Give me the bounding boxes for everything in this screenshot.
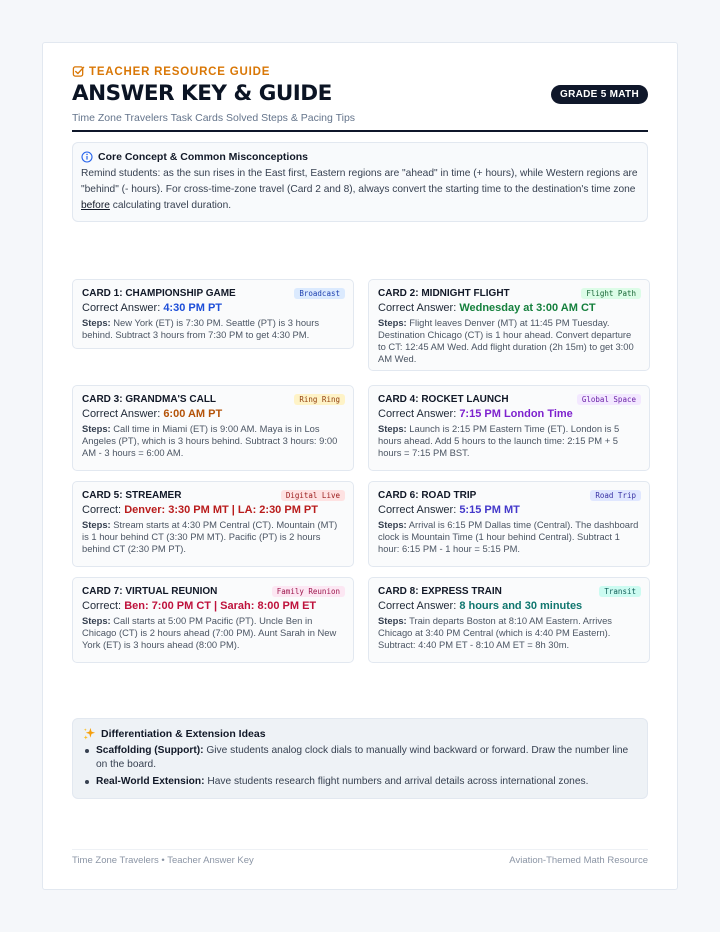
footer-divider <box>72 849 648 850</box>
steps-text: Train departs Boston at 8:10 AM Eastern. Arrives Chicago at 3:40 PM Central (which is 4:40 PM Eastern). Subtract: 4:40 PM ET - 8:10 AM ET = 8h 30m. <box>378 615 612 650</box>
sparkles-icon <box>83 727 96 740</box>
steps-label: Steps: <box>378 519 407 530</box>
footer-left: Time Zone Travelers • Teacher Answer Key <box>72 855 254 866</box>
task-card-3 <box>72 385 354 471</box>
item-text: Give students analog clock dials to manually wind backward or forward. Draw the number line on the board. <box>96 745 629 770</box>
item-label: Scaffolding (Support): <box>96 745 204 756</box>
info-icon <box>81 151 93 163</box>
concept-title: Core Concept & Common Misconceptions <box>98 151 309 163</box>
item-text: Have students research flight numbers and arrival details across international zones. <box>204 776 589 787</box>
answer-value: Denver: 3:30 PM MT | LA: 2:30 PM PT <box>124 504 318 516</box>
answer-key-page <box>42 42 678 890</box>
page-title: ANSWER KEY & GUIDE <box>72 81 332 106</box>
steps-text: Stream starts at 4:30 PM Central (CT). Mountain (MT) is 1 hour behind CT (3:30 PM MT). Pacific (PT) is 2 hours behind CT (2:30 PM PT). <box>82 519 338 554</box>
card-steps <box>82 615 344 651</box>
task-card-8 <box>368 577 650 663</box>
steps-text: Launch is 2:15 PM Eastern Time (ET). London is 5 hours ahead. Add 5 hours to the launch time: 2:15 PM + 5 hours = 7:15 PM BST. <box>378 423 620 458</box>
card-answer <box>378 302 640 314</box>
concept-text-part-1: Remind students: as the sun rises in the East first, Eastern regions are "ahead" in time (+ hours), while Western regions are "behind" (- hours). For cross-time-zone travel (Card 2 and 8), always convert the starting time to the destination's time zone <box>81 168 638 195</box>
card-answer <box>82 504 344 516</box>
item-label: Real-World Extension: <box>96 776 205 787</box>
list-item <box>83 775 637 789</box>
card-steps <box>378 423 640 459</box>
card-answer <box>82 302 344 314</box>
extension-box <box>72 718 648 799</box>
answer-label: Correct: <box>82 600 125 612</box>
header-divider <box>72 130 648 132</box>
answer-value: 7:15 PM London Time <box>459 408 573 420</box>
card-title: CARD 6: ROAD TRIP <box>378 490 477 501</box>
answer-value: 5:15 PM MT <box>459 504 520 516</box>
steps-label: Steps: <box>82 317 111 328</box>
extension-title: Differentiation & Extension Ideas <box>101 727 266 740</box>
card-title: CARD 3: GRANDMA'S CALL <box>82 394 217 405</box>
card-tag: Global Space <box>577 394 641 405</box>
card-steps <box>378 615 640 651</box>
list-item <box>83 744 637 772</box>
answer-value: Wednesday at 3:00 AM CT <box>459 302 596 314</box>
answer-label: Correct Answer: <box>82 302 164 314</box>
card-title: CARD 1: CHAMPIONSHIP GAME <box>82 288 236 299</box>
steps-label: Steps: <box>82 615 111 626</box>
concept-text-part-2: calculating travel duration. <box>109 200 232 211</box>
footer <box>72 855 648 866</box>
concept-heading <box>81 151 639 163</box>
answer-label: Correct Answer: <box>378 600 460 612</box>
card-answer <box>82 408 344 420</box>
card-title: CARD 2: MIDNIGHT FLIGHT <box>378 288 510 299</box>
card-tag: Road Trip <box>590 490 641 501</box>
answer-label: Correct Answer: <box>378 504 460 516</box>
extension-heading <box>83 727 637 740</box>
card-steps <box>378 519 640 555</box>
extension-list <box>83 744 637 789</box>
steps-label: Steps: <box>378 317 407 328</box>
card-tag: Flight Path <box>581 288 641 299</box>
answer-value: 6:00 AM PT <box>163 408 223 420</box>
card-answer <box>378 504 640 516</box>
eyebrow-text: TEACHER RESOURCE GUIDE <box>89 65 271 78</box>
concept-box <box>72 142 648 222</box>
card-title: CARD 4: ROCKET LAUNCH <box>378 394 509 405</box>
card-tag: Family Reunion <box>272 586 345 597</box>
answer-value: 4:30 PM PT <box>163 302 222 314</box>
card-steps <box>82 423 344 459</box>
steps-text: Arrival is 6:15 PM Dallas time (Central). The dashboard clock is Mountain Time (1 hour behind Central). Subtract 1 hour: 6:15 PM - 1 hour = 5:15 PM. <box>378 519 639 554</box>
grade-badge: GRADE 5 MATH <box>551 85 648 104</box>
task-card-2 <box>368 279 650 371</box>
task-card-5 <box>72 481 354 567</box>
answer-label: Correct Answer: <box>378 408 460 420</box>
concept-text <box>81 166 639 214</box>
steps-text: Flight leaves Denver (MT) at 11:45 PM Tuesday. Destination Chicago (CT) is 1 hour ahead. Convert departure to CT: 12:45 AM Wed. Add flight duration (2h 15m) to get 3:00 AM Wed. <box>378 317 634 364</box>
steps-label: Steps: <box>82 423 111 434</box>
steps-text: Call starts at 5:00 PM Pacific (PT). Uncle Ben in Chicago (CT) is 2 hours ahead (7:00 PM). Aunt Sarah in New York (ET) is 3 hours ahead (8:00 PM). <box>82 615 337 650</box>
card-tag: Ring Ring <box>294 394 345 405</box>
card-answer <box>82 600 344 612</box>
header <box>72 65 648 124</box>
answer-value: Ben: 7:00 PM CT | Sarah: 8:00 PM ET <box>124 600 317 612</box>
card-title: CARD 7: VIRTUAL REUNION <box>82 586 218 597</box>
answer-label: Correct: <box>82 504 125 516</box>
card-answer <box>378 600 640 612</box>
steps-label: Steps: <box>378 423 407 434</box>
answer-value: 8 hours and 30 minutes <box>459 600 583 612</box>
steps-label: Steps: <box>378 615 407 626</box>
card-title: CARD 5: STREAMER <box>82 490 182 501</box>
card-answer <box>378 408 640 420</box>
card-tag: Transit <box>599 586 641 597</box>
steps-text: New York (ET) is 7:30 PM. Seattle (PT) is 3 hours behind. Subtract 3 hours from 7:30 PM to get 4:30 PM. <box>82 317 320 340</box>
task-card-6 <box>368 481 650 567</box>
checkbox-icon <box>72 65 85 78</box>
eyebrow <box>72 65 648 78</box>
card-title: CARD 8: EXPRESS TRAIN <box>378 586 502 597</box>
task-card-1 <box>72 279 354 349</box>
card-steps <box>82 519 344 555</box>
page-subtitle: Time Zone Travelers Task Cards Solved Steps & Pacing Tips <box>72 112 356 124</box>
steps-label: Steps: <box>82 519 111 530</box>
answer-label: Correct Answer: <box>378 302 460 314</box>
card-steps <box>82 317 344 341</box>
steps-text: Call time in Miami (ET) is 9:00 AM. Maya is in Los Angeles (PT), which is 3 hours behind. Subtract 3 hours: 9:00 AM - 3 hours = 6:00 AM. <box>82 423 338 458</box>
task-card-7 <box>72 577 354 663</box>
card-steps <box>378 317 640 365</box>
card-tag: Broadcast <box>294 288 345 299</box>
card-tag: Digital Live <box>281 490 345 501</box>
answer-label: Correct Answer: <box>82 408 164 420</box>
task-card-4 <box>368 385 650 471</box>
concept-emphasis: before <box>81 200 110 211</box>
footer-right: Aviation-Themed Math Resource <box>509 855 648 866</box>
